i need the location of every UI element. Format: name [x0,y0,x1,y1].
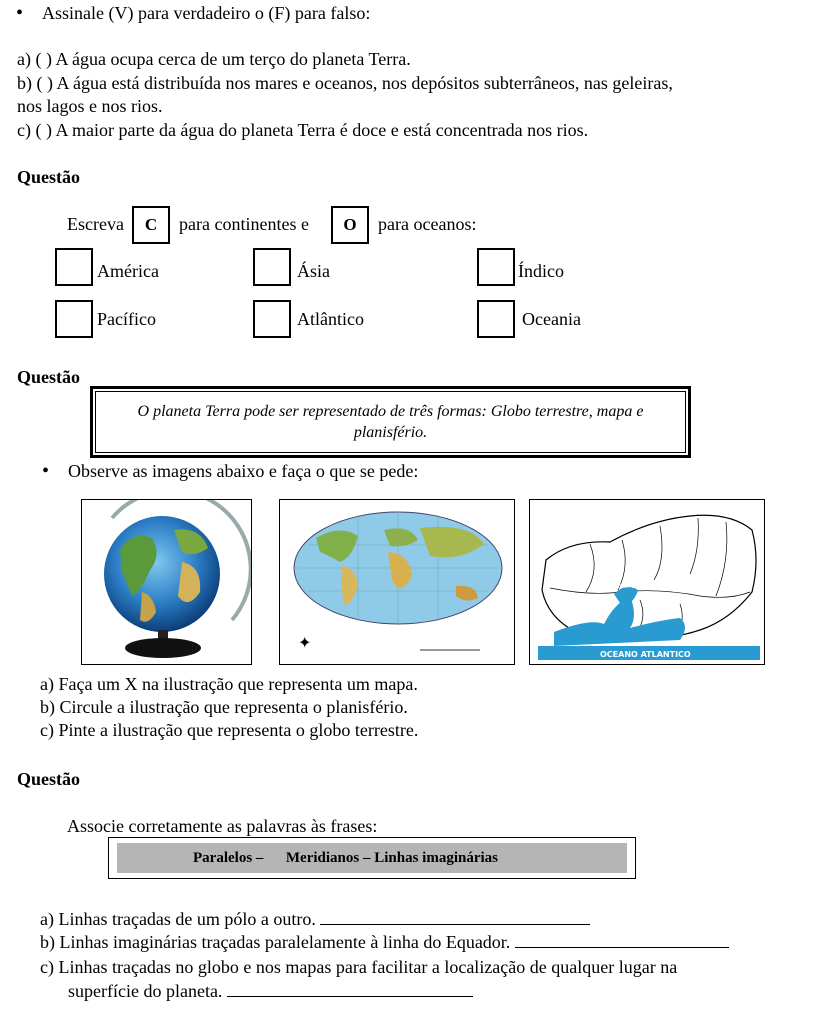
globe-picture[interactable] [81,499,252,665]
answer-box-oceania[interactable] [477,300,515,338]
label-pacifico: Pacífico [97,309,156,329]
assoc-item-b [40,931,729,953]
assoc-item-a-text: a) Linhas traçadas de um pólo a outro. [40,909,316,929]
intro-oceans: para oceanos: [378,214,477,234]
label-america: América [97,261,159,281]
task-b: b) Circule a ilustração que representa o planisfério. [40,697,408,717]
answer-box-america[interactable] [55,248,93,286]
label-asia: Ásia [297,261,330,281]
answer-blank-c[interactable] [227,982,473,997]
word-bank-text: Paralelos – Meridianos – Linhas imaginárias [117,843,627,873]
info-box-text: O planeta Terra pode ser representado de três formas: Globo terrestre, mapa e planisfério. [95,391,686,453]
item-a: a) ( ) A água ocupa cerca de um terço do planeta Terra. [17,49,411,69]
assoc-item-c-cont-text: superfície do planeta. [68,981,223,1001]
assoc-item-b-text: b) Linhas imaginárias traçadas paralelamente à linha do Equador. [40,932,511,952]
globe-icon [82,500,252,665]
answer-box-pacifico[interactable] [55,300,93,338]
intro-write: Escreva [67,214,124,234]
info-box [90,386,691,458]
item-b-cont: nos lagos e nos rios. [17,96,163,116]
intro-continents: para continentes e [179,214,309,234]
assoc-item-c-cont [68,980,473,1002]
state-map-icon [530,500,765,665]
instruction-associate: Associe corretamente as palavras às frases: [67,816,378,836]
label-oceania: Oceania [522,309,581,329]
map-label-ocean: OCEANO ATLANTICO [600,650,691,659]
instruction-true-false: • Assinale (V) para verdadeiro o (F) para falso: [42,2,370,24]
task-a: a) Faça um X na ilustração que representa um mapa. [40,674,418,694]
instruction-observe: • Observe as imagens abaixo e faça o que se pede: [68,460,418,482]
key-box-c: C [132,206,170,244]
task-c: c) Pinte a ilustração que representa o globo terrestre. [40,720,419,740]
planisphere-picture[interactable] [279,499,515,665]
word-bank-box [108,837,636,879]
assoc-item-c: c) Linhas traçadas no globo e nos mapas para facilitar a localização de qualquer lugar na [40,957,678,977]
answer-blank-a[interactable] [320,910,590,925]
world-map-icon [280,500,515,665]
item-b: b) ( ) A água está distribuída nos mares e oceanos, nos depósitos subterrâneos, nas geleiras, [17,73,673,93]
item-c: c) ( ) A maior parte da água do planeta Terra é doce e está concentrada nos rios. [17,120,589,140]
assoc-item-a [40,908,590,930]
label-atlantico: Atlântico [297,309,364,329]
answer-box-indico[interactable] [477,248,515,286]
question-heading-2: Questão [17,367,80,387]
svg-text:✦: ✦ [298,633,312,652]
key-box-o: O [331,206,369,244]
answer-box-asia[interactable] [253,248,291,286]
map-label-bay: BAÍA DE GUANABARA [618,584,672,590]
label-indico: Índico [518,261,564,281]
answer-box-atlantico[interactable] [253,300,291,338]
question-heading-1: Questão [17,167,80,187]
map-picture[interactable] [529,499,765,665]
question-heading-3: Questão [17,769,80,789]
answer-blank-b[interactable] [515,933,729,948]
